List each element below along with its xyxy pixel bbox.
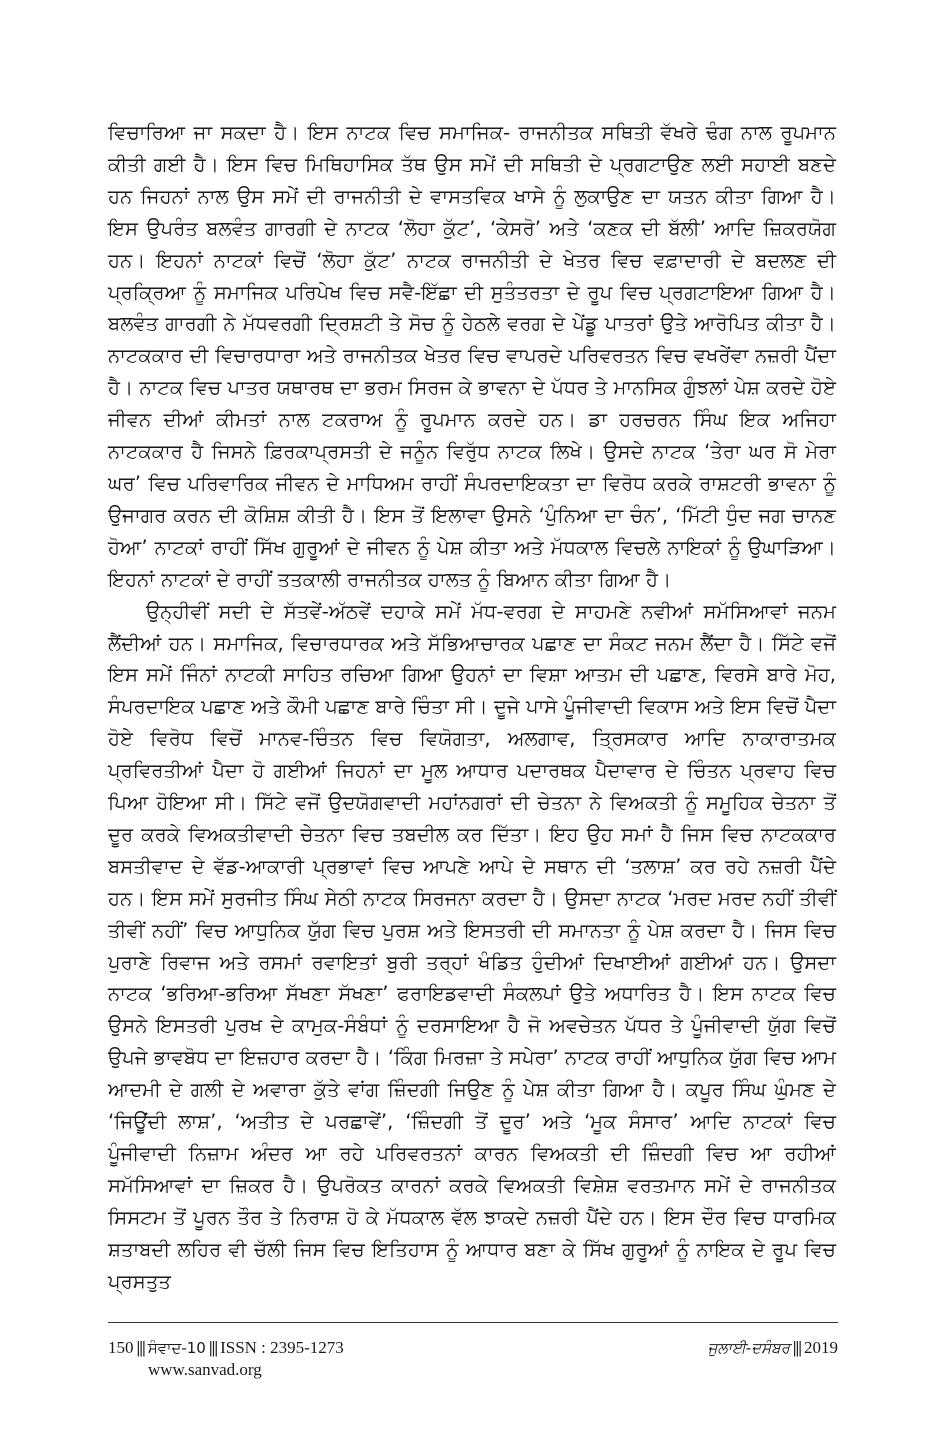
website-url: www.sanvad.org xyxy=(148,1360,262,1379)
footer-separator-1: ||| xyxy=(136,1338,145,1357)
footer-separator-3: ||| xyxy=(792,1338,801,1357)
footer-left-group xyxy=(108,1338,344,1358)
page-footer xyxy=(108,1338,838,1398)
page-number: 150 xyxy=(108,1338,134,1357)
publication-year: 2019 xyxy=(804,1338,838,1357)
body-paragraph-1: ਵਿਚਾਰਿਆ ਜਾ ਸਕਦਾ ਹੈ। ਇਸ ਨਾਟਕ ਵਿਚ ਸਮਾਜਿਕ- ਰਾਜਨੀਤਕ ਸਥਿਤੀ ਵੱਖਰੇ ਢੰਗ ਨਾਲ ਰੂਪਮਾਨ ਕੀਤੀ ਗਈ ਹੈ। ਇਸ ਵਿਚ ਮਿਥਿਹਾਸਿਕ ਤੱਥ ਉਸ ਸਮੇਂ ਦੀ ਸਥਿਤੀ ਦੇ ਪ੍ਰਗਟਾਉਣ ਲਈ ਸਹਾਈ ਬਣਦੇ ਹਨ ਜਿਹਨਾਂ ਨਾਲ ਉਸ ਸਮੇਂ ਦੀ ਰਾਜਨੀਤੀ ਦੇ ਵਾਸਤਵਿਕ ਖਾਸੇ ਨੂੰ ਲੁਕਾਉਣ ਦਾ ਯਤਨ ਕੀਤਾ ਗਿਆ ਹੈ। ਇਸ ਉਪਰੰਤ ਬਲਵੰਤ ਗਾਰਗੀ ਦੇ ਨਾਟਕ ‘ਲੋਹਾ ਕੁੱਟ’, ‘ਕੇਸਰੋ’ ਅਤੇ ‘ਕਣਕ ਦੀ ਬੱਲੀ’ ਆਦਿ ਜ਼ਿਕਰਯੋਗ ਹਨ। ਇਹਨਾਂ ਨਾਟਕਾਂ ਵਿਚੋਂ ‘ਲੋਹਾ ਕੁੱਟ’ ਨਾਟਕ ਰਾਜਨੀਤੀ ਦੇ ਖੇਤਰ ਵਿਚ ਵਫ਼ਾਦਾਰੀ ਦੇ ਬਦਲਣ ਦੀ ਪ੍ਰਕ੍ਰਿਆ ਨੂੰ ਸਮਾਜਿਕ ਪਰਿਪੇਖ ਵਿਚ ਸਵੈ-ਇੱਛਾ ਦੀ ਸੁਤੰਤਰਤਾ ਦੇ ਰੂਪ ਵਿਚ ਪ੍ਰਗਟਾਇਆ ਗਿਆ ਹੈ। ਬਲਵੰਤ ਗਾਰਗੀ ਨੇ ਮੱਧਵਰਗੀ ਦ੍ਰਿਸ਼ਟੀ ਤੇ ਸੋਚ ਨੂੰ ਹੇਠਲੇ ਵਰਗ ਦੇ ਪੇਂਡੂ ਪਾਤਰਾਂ ਉਤੇ ਆਰੋਪਿਤ ਕੀਤਾ ਹੈ। ਨਾਟਕਕਾਰ ਦੀ ਵਿਚਾਰਧਾਰਾ ਅਤੇ ਰਾਜਨੀਤਕ ਖੇਤਰ ਵਿਚ ਵਾਪਰਦੇ ਪਰਿਵਰਤਨ ਵਿਚ ਵਖਰੇਂਵਾ ਨਜ਼ਰੀ ਪੈਂਦਾ ਹੈ। ਨਾਟਕ ਵਿਚ ਪਾਤਰ ਯਥਾਰਥ ਦਾ ਭਰਮ ਸਿਰਜ ਕੇ ਭਾਵਨਾ ਦੇ ਪੱਧਰ ਤੇ ਮਾਨਸਿਕ ਗੁੰਝਲਾਂ ਪੇਸ਼ ਕਰਦੇ ਹੋਏ ਜੀਵਨ ਦੀਆਂ ਕੀਮਤਾਂ ਨਾਲ ਟਕਰਾਅ ਨੂੰ ਰੂਪਮਾਨ ਕਰਦੇ ਹਨ। ਡਾ ਹਰਚਰਨ ਸਿੰਘ ਇਕ ਅਜਿਹਾ ਨਾਟਕਕਾਰ ਹੈ ਜਿਸਨੇ ਫ਼ਿਰਕਾਪ੍ਰਸਤੀ ਦੇ ਜਨੂੰਨ ਵਿਰੁੱਧ ਨਾਟਕ ਲਿਖੇ। ਉਸਦੇ ਨਾਟਕ ‘ਤੇਰਾ ਘਰ ਸੋ ਮੇਰਾ ਘਰ’ ਵਿਚ ਪਰਿਵਾਰਿਕ ਜੀਵਨ ਦੇ ਮਾਧਿਅਮ ਰਾਹੀਂ ਸੰਪਰਦਾਇਕਤਾ ਦਾ ਵਿਰੋਧ ਕਰਕੇ ਰਾਸ਼ਟਰੀ ਭਾਵਨਾ ਨੂੰ ਉਜਾਗਰ ਕਰਨ ਦੀ ਕੋਸ਼ਿਸ਼ ਕੀਤੀ ਹੈ। ਇਸ ਤੋਂ ਇਲਾਵਾ ਉਸਨੇ ‘ਪੁੰਨਿਆ ਦਾ ਚੰਨ’, ‘ਮਿੱਟੀ ਧੁੰਦ ਜਗ ਚਾਨਣ ਹੋਆ’ ਨਾਟਕਾਂ ਰਾਹੀਂ ਸਿੱਖ ਗੁਰੂਆਂ ਦੇ ਜੀਵਨ ਨੂੰ ਪੇਸ਼ ਕੀਤਾ ਅਤੇ ਮੱਧਕਾਲ ਵਿਚਲੇ ਨਾਇਕਾਂ ਨੂੰ ਉਘਾੜਿਆ। ਇਹਨਾਂ ਨਾਟਕਾਂ ਦੇ ਰਾਹੀਂ ਤਤਕਾਲੀ ਰਾਜਨੀਤਕ ਹਾਲਤ ਨੂੰ ਬਿਆਨ ਕੀਤਾ ਗਿਆ ਹੈ। xyxy=(108,121,836,591)
issn-number: ISSN : 2395-1273 xyxy=(220,1338,344,1357)
publication-period: ਜੁਲਾਈ-ਦਸੰਬਰ xyxy=(707,1339,790,1357)
body-paragraph-2: ਉਨ੍ਹੀਵੀਂ ਸਦੀ ਦੇ ਸੱਤਵੇਂ-ਅੱਠਵੇਂ ਦਹਾਕੇ ਸਮੇਂ ਮੱਧ-ਵਰਗ ਦੇ ਸਾਹਮਣੇ ਨਵੀਆਂ ਸਮੱਸਿਆਵਾਂ ਜਨਮ ਲੈਂਦੀਆਂ ਹਨ। ਸਮਾਜਿਕ, ਵਿਚਾਰਧਾਰਕ ਅਤੇ ਸੱਭਿਆਚਾਰਕ ਪਛਾਣ ਦਾ ਸੰਕਟ ਜਨਮ ਲੈਂਦਾ ਹੈ। ਸਿੱਟੇ ਵਜੋਂ ਇਸ ਸਮੇਂ ਜਿੰਨਾਂ ਨਾਟਕੀ ਸਾਹਿਤ ਰਚਿਆ ਗਿਆ ਉਹਨਾਂ ਦਾ ਵਿਸ਼ਾ ਆਤਮ ਦੀ ਪਛਾਣ, ਵਿਰਸੇ ਬਾਰੇ ਮੋਹ, ਸੰਪਰਦਾਇਕ ਪਛਾਣ ਅਤੇ ਕੌਮੀ ਪਛਾਣ ਬਾਰੇ ਚਿੰਤਾ ਸੀ। ਦੂਜੇ ਪਾਸੇ ਪੂੰਜੀਵਾਦੀ ਵਿਕਾਸ ਅਤੇ ਇਸ ਵਿਚੋਂ ਪੈਦਾ ਹੋਏ ਵਿਰੋਧ ਵਿਚੋਂ ਮਾਨਵ-ਚਿੰਤਨ ਵਿਚ ਵਿਯੋਗਤਾ, ਅਲਗਾਵ, ਤ੍ਰਿਸਕਾਰ ਆਦਿ ਨਾਕਾਰਾਤਮਕ ਪ੍ਰਵਿਰਤੀਆਂ ਪੈਦਾ ਹੋ ਗਈਆਂ ਜਿਹਨਾਂ ਦਾ ਮੂਲ ਆਧਾਰ ਪਦਾਰਥਕ ਪੈਦਾਵਾਰ ਦੇ ਚਿੰਤਨ ਪ੍ਰਵਾਹ ਵਿਚ ਪਿਆ ਹੋਇਆ ਸੀ। ਸਿੱਟੇ ਵਜੋਂ ਉਦਯੋਗਵਾਦੀ ਮਹਾਂਨਗਰਾਂ ਦੀ ਚੇਤਨਾ ਨੇ ਵਿਅਕਤੀ ਨੂੰ ਸਮੂਹਿਕ ਚੇਤਨਾ ਤੋਂ ਦੂਰ ਕਰਕੇ ਵਿਅਕਤੀਵਾਦੀ ਚੇਤਨਾ ਵਿਚ ਤਬਦੀਲ ਕਰ ਦਿੱਤਾ। ਇਹ ਉਹ ਸਮਾਂ ਹੈ ਜਿਸ ਵਿਚ ਨਾਟਕਕਾਰ ਬਸਤੀਵਾਦ ਦੇ ਵੱਡ-ਆਕਾਰੀ ਪ੍ਰਭਾਵਾਂ ਵਿਚ ਆਪਣੇ ਆਪੇ ਦੇ ਸਥਾਨ ਦੀ ‘ਤਲਾਸ਼’ ਕਰ ਰਹੇ ਨਜ਼ਰੀ ਪੈਂਦੇ ਹਨ। ਇਸ ਸਮੇਂ ਸੁਰਜੀਤ ਸਿੰਘ ਸੇਠੀ ਨਾਟਕ ਸਿਰਜਨਾ ਕਰਦਾ ਹੈ। ਉਸਦਾ ਨਾਟਕ ‘ਮਰਦ ਮਰਦ ਨਹੀਂ ਤੀਵੀਂ ਤੀਵੀਂ ਨਹੀਂ’ ਵਿਚ ਆਧੁਨਿਕ ਯੁੱਗ ਵਿਚ ਪੁਰਸ਼ ਅਤੇ ਇਸਤਰੀ ਦੀ ਸਮਾਨਤਾ ਨੂੰ ਪੇਸ਼ ਕਰਦਾ ਹੈ। ਜਿਸ ਵਿਚ ਪੁਰਾਣੇ ਰਿਵਾਜ ਅਤੇ ਰਸਮਾਂ ਰਵਾਇਤਾਂ ਬੁਰੀ ਤਰ੍ਹਾਂ ਖੰਡਿਤ ਹੁੰਦੀਆਂ ਦਿਖਾਈਆਂ ਗਈਆਂ ਹਨ। ਉਸਦਾ ਨਾਟਕ ‘ਭਰਿਆ-ਭਰਿਆ ਸੱਖਣਾ ਸੱਖਣਾ’ ਫਰਾਇਡਵਾਦੀ ਸੰਕਲਪਾਂ ਉਤੇ ਅਧਾਰਿਤ ਹੈ। ਇਸ ਨਾਟਕ ਵਿਚ ਉਸਨੇ ਇਸਤਰੀ ਪੁਰਖ ਦੇ ਕਾਮੁਕ-ਸੰਬੰਧਾਂ ਨੂੰ ਦਰਸਾਇਆ ਹੈ ਜੋ ਅਵਚੇਤਨ ਪੱਧਰ ਤੇ ਪੂੰਜੀਵਾਦੀ ਯੁੱਗ ਵਿਚੋਂ ਉਪਜੇ ਭਾਵਬੋਧ ਦਾ ਇਜ਼ਹਾਰ ਕਰਦਾ ਹੈ। ‘ਕਿੰਗ ਮਿਰਜ਼ਾ ਤੇ ਸਪੇਰਾ’ ਨਾਟਕ ਰਾਹੀਂ ਆਧੁਨਿਕ ਯੁੱਗ ਵਿਚ ਆਮ ਆਦਮੀ ਦੇ ਗਲੀ ਦੇ ਅਵਾਰਾ ਕੁੱਤੇ ਵਾਂਗ ਜ਼ਿੰਦਗੀ ਜਿਉਣ ਨੂੰ ਪੇਸ਼ ਕੀਤਾ ਗਿਆ ਹੈ। ਕਪੂਰ ਸਿੰਘ ਘੁੰਮਣ ਦੇ ‘ਜਿਊਂਦੀ ਲਾਸ਼’, ‘ਅਤੀਤ ਦੇ ਪਰਛਾਵੇਂ’, ‘ਜ਼ਿੰਦਗੀ ਤੋਂ ਦੂਰ’ ਅਤੇ ‘ਮੂਕ ਸੰਸਾਰ’ ਆਦਿ ਨਾਟਕਾਂ ਵਿਚ ਪੂੰਜੀਵਾਦੀ ਨਿਜ਼ਾਮ ਅੰਦਰ ਆ ਰਹੇ ਪਰਿਵਰਤਨਾਂ ਕਾਰਨ ਵਿਅਕਤੀ ਦੀ ਜ਼ਿੰਦਗੀ ਵਿਚ ਆ ਰਹੀਆਂ ਸਮੱਸਿਆਵਾਂ ਦਾ ਜ਼ਿਕਰ ਹੈ। ਉਪਰੋਕਤ ਕਾਰਨਾਂ ਕਰਕੇ ਵਿਅਕਤੀ ਵਿਸ਼ੇਸ਼ ਵਰਤਮਾਨ ਸਮੇਂ ਦੇ ਰਾਜਨੀਤਕ ਸਿਸਟਮ ਤੋਂ ਪੂਰਨ ਤੌਰ ਤੇ ਨਿਰਾਸ਼ ਹੋ ਕੇ ਮੱਧਕਾਲ ਵੱਲ ਝਾਕਦੇ ਨਜ਼ਰੀ ਪੈਂਦੇ ਹਨ। ਇਸ ਦੌਰ ਵਿਚ ਧਾਰਮਿਕ ਸ਼ਤਾਬਦੀ ਲਹਿਰ ਵੀ ਚੱਲੀ ਜਿਸ ਵਿਚ ਇਤਿਹਾਸ ਨੂੰ ਆਧਾਰ ਬਣਾ ਕੇ ਸਿੱਖ ਗੁਰੂਆਂ ਨੂੰ ਨਾਇਕ ਦੇ ਰੂਪ ਵਿਚ ਪ੍ਰਸਤੁਤ xyxy=(108,599,837,1293)
footer-divider xyxy=(108,1322,838,1323)
article-body xyxy=(108,117,836,1298)
footer-right-group xyxy=(708,1338,838,1358)
journal-issue: ਸੰਵਾਦ-10 xyxy=(147,1339,206,1357)
footer-separator-2: ||| xyxy=(208,1338,218,1357)
